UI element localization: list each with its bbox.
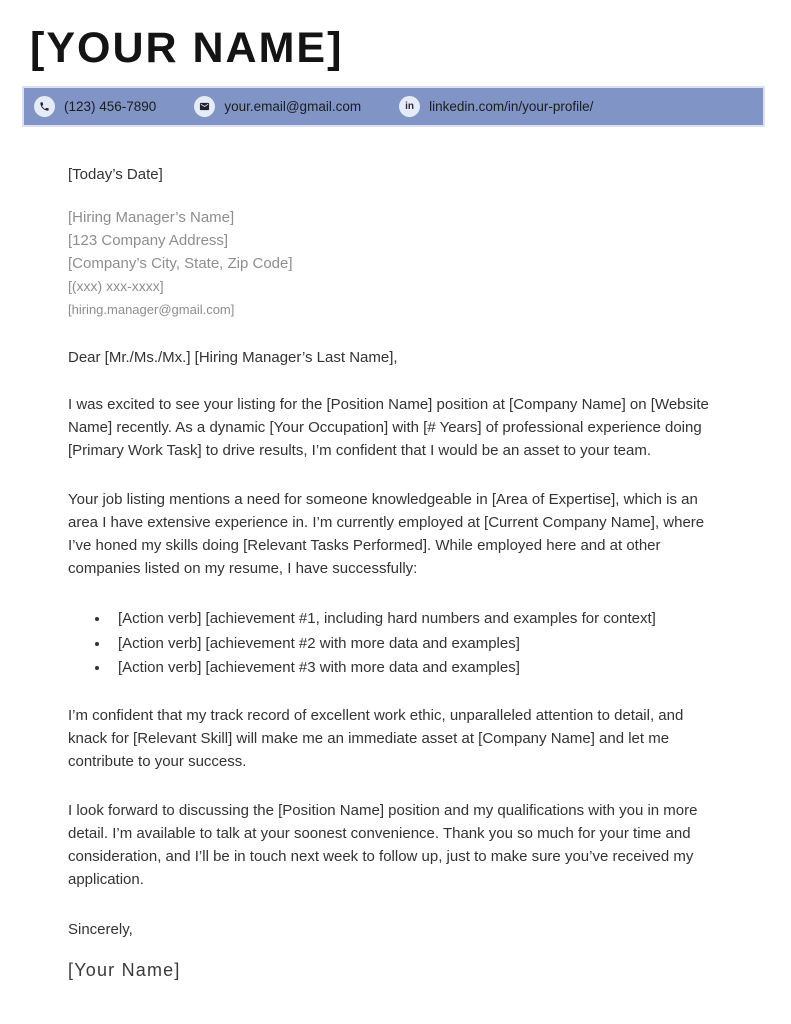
- contact-phone: [34, 96, 156, 117]
- signature: [Your Name]: [68, 960, 181, 980]
- linkedin-url: linkedin.com/in/your-profile/: [429, 99, 594, 114]
- letter-date: [Today’s Date]: [68, 166, 163, 183]
- recipient-city-state-zip: [Company’s City, State, Zip Code]: [68, 255, 293, 272]
- linkedin-icon: [399, 96, 420, 117]
- page-title: [YOUR NAME]: [30, 24, 344, 72]
- achievement-item: • [Action verb] [achievement #1, including hard numbers and examples for context]: [110, 607, 711, 632]
- contact-email: [194, 96, 361, 117]
- linkedin-glyph: in: [405, 100, 415, 112]
- achievement-item: • [Action verb] [achievement #3 with more data and examples]: [110, 656, 711, 681]
- closing: Sincerely,: [68, 921, 133, 938]
- body-paragraph-4: I look forward to discussing the [Position Name] position and my qualifications with you in more detail. I’m available to talk at your soonest convenience. Thank you so much for your time and consideration, and I’ll be in touch next week to follow up, just to make sure you’ve received my application.: [68, 802, 698, 888]
- contact-linkedin: [399, 96, 593, 117]
- salutation: Dear [Mr./Ms./Mx.] [Hiring Manager’s Last Name],: [68, 349, 398, 366]
- recipient-block: [68, 206, 711, 321]
- phone-number: (123) 456-7890: [64, 99, 157, 114]
- body-paragraph-3: I’m confident that my track record of excellent work ethic, unparalleled attention to detail, and knack for [Relevant Skill] will make me an immediate asset at [Company Name] and let me contribute to your success.: [68, 707, 684, 770]
- email-icon: [194, 96, 215, 117]
- recipient-phone: [(xxx) xxx-xxxx]: [68, 278, 164, 294]
- recipient-name: [Hiring Manager’s Name]: [68, 209, 235, 226]
- recipient-email: [hiring.manager@gmail.com]: [68, 302, 235, 317]
- phone-icon: [34, 96, 55, 117]
- body-paragraph-1: I was excited to see your listing for the [Position Name] position at [Company Name] on [Website Name] recently. As a dynamic [Your Occupation] with [# Years] of professional experience doing [Primary Work Task] to drive results, I’m confident that I would be an asset to your team.: [68, 396, 709, 459]
- achievements-list: [68, 607, 711, 681]
- email-address: your.email@gmail.com: [224, 99, 362, 114]
- achievement-item: • [Action verb] [achievement #2 with more data and examples]: [110, 632, 711, 657]
- contact-bar: [22, 86, 765, 127]
- recipient-address: [123 Company Address]: [68, 232, 229, 249]
- body-paragraph-2: Your job listing mentions a need for someone knowledgeable in [Area of Expertise], which is an area I have extensive experience in. I’m currently employed at [Current Company Name], where I’ve honed my skills doing [Relevant Tasks Performed]. While employed here and at other companies listed on my resume, I have successfully:: [68, 491, 705, 577]
